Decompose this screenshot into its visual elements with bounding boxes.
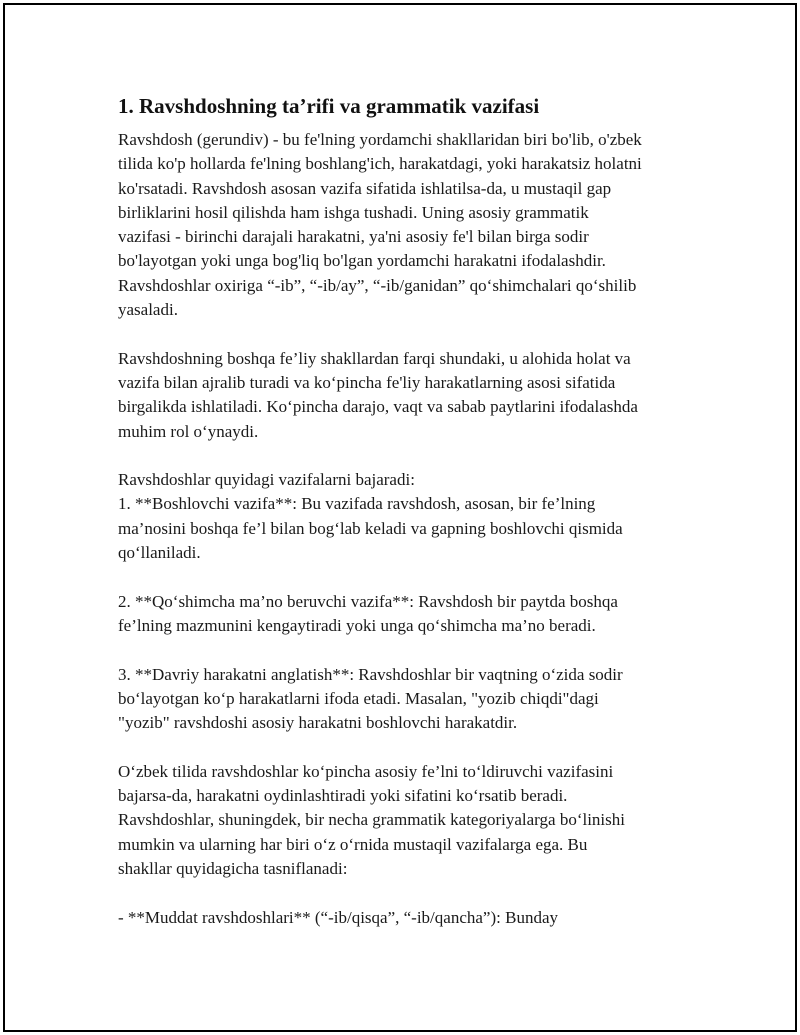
paragraph-classification: O‘zbek tilida ravshdoshlar ko‘pincha asosiy fe’lni to‘ldiruvchi vazifasini bajarsa-da, harakatni oydinlashtiradi yoki sifatini ko‘rsatib beradi. Ravshdoshlar, shuningdek, bir necha grammatik kategoriyalarga bo‘linishi mumkin va ularning har biri o‘z o‘rnida mustaqil vazifalarga ega. Bu shakllar quyidagicha tasniflanadi: — [118, 761, 625, 878]
document-body — [118, 92, 698, 930]
paragraph-function-2: 2. **Qo‘shimcha ma’no beruvchi vazifa**: Ravshdosh bir paytda boshqa fe’lning mazmunini kengaytiradi yoki unga qo‘shimcha ma’no beradi. — [118, 591, 618, 635]
paragraph-function-3: 3. **Davriy harakatni anglatish**: Ravshdoshlar bir vaqtning o‘zida sodir bo‘layotgan ko‘p harakatlarni ifoda etadi. Masalan, "yozib chiqdi"dagi "yozib" ravshdoshi asosiy harakatni boshlovchi harakatdir. — [118, 664, 623, 733]
paragraph-functions-list: Ravshdoshlar quyidagi vazifalarni bajaradi: 1. **Boshlovchi vazifa**: Bu vazifada ravshdosh, asosan, bir fe’lning ma’nosini boshqa fe’l bilan bog‘lab keladi va gapning boshlovchi qismida qo‘llaniladi. — [118, 470, 623, 563]
section-heading: 1. Ravshdoshning ta’rifi va grammatik vazifasi — [118, 94, 540, 118]
paragraph-difference: Ravshdoshning boshqa fe’liy shakllardan farqi shundaki, u alohida holat va vazifa bilan ajralib turadi va ko‘pincha fe'liy harakatlarning asosi sifatida birgalikda ishlatiladi. Ko‘pincha darajo, vaqt va sabab paytlarini ifodalashda muhim rol o‘ynaydi. — [118, 348, 638, 441]
paragraph-duration-item: - **Muddat ravshdoshlari** (“-ib/qisqa”, “-ib/qancha”): Bunday — [118, 907, 558, 927]
paragraph-definition: Ravshdosh (gerundiv) - bu fe'lning yordamchi shakllaridan biri bo'lib, o'zbek tilida ko'p hollarda fe'lning boshlang'ich, harakatdagi, yoki harakatsiz holatni ko'rsatadi. Ravshdosh asosan vazifa sifatida ishlatilsa-da, u mustaqil gap birliklarini hosil qilishda ham ishga tushadi. Uning asosiy grammatik vazifasi - birinchi darajali harakatni, ya'ni asosiy fe'l bilan birga sodir bo'layotgan yoki unga bog'liq bo'lgan yordamchi harakatni ifodalashdir. Ravshdoshlar oxiriga “-ib”, “-ib/ay”, “-ib/ganidan” qo‘shimchalari qo‘shilib yasaladi. — [118, 130, 642, 320]
